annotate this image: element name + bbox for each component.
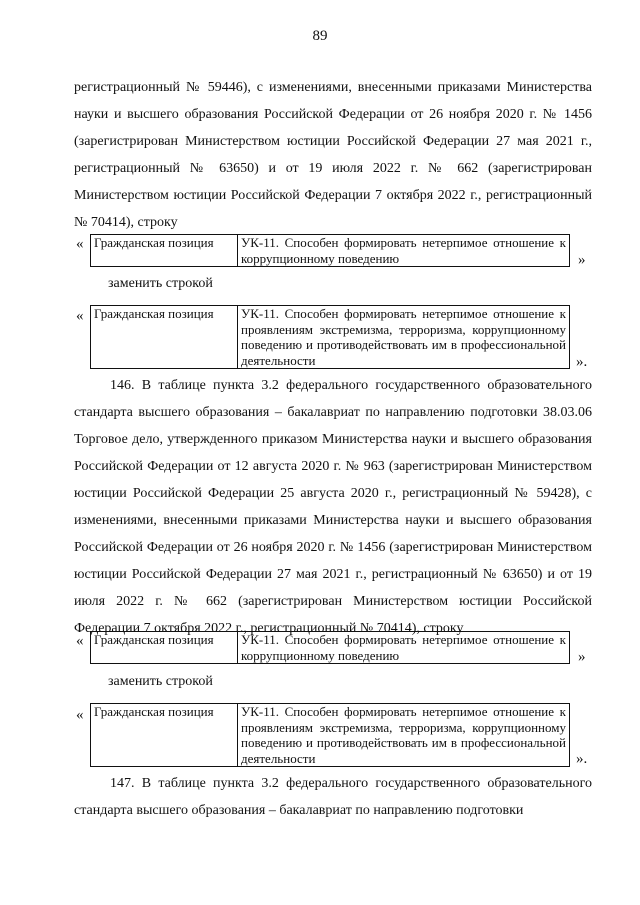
competence-cell: УК-11. Способен формировать нетерпимое отношение к коррупционному поведению — [238, 235, 570, 267]
replace-with-text: заменить строкой — [108, 276, 213, 291]
category-cell: Гражданская позиция — [91, 306, 238, 369]
category-cell: Гражданская позиция — [91, 704, 238, 767]
competence-cell: УК-11. Способен формировать нетерпимое отношение к коррупционному поведению — [238, 632, 570, 664]
quote-close-period: ». — [576, 751, 588, 767]
new-row-table-2 — [90, 703, 570, 767]
table-row — [91, 632, 570, 664]
replace-with-text: заменить строкой — [108, 674, 213, 689]
quote-open: « — [76, 308, 84, 324]
table-row — [91, 704, 570, 767]
table-row — [91, 235, 570, 267]
category-cell: Гражданская позиция — [91, 632, 238, 664]
old-row-table-2 — [90, 631, 570, 664]
quote-open: « — [76, 707, 84, 723]
paragraph-2: 146. В таблице пункта 3.2 федерального государственного образовательного стандарта высшего образования – бакалавриат по направлению подготовки 38.03.06 Торговое дело, утвержденного приказом Министерства науки и высшего образования Российской Федерации от 12 августа 2020 г. № 963 (зарегистрирован Министерством юстиции Российской Федерации 25 августа 2020 г., регистрационный № 59428), с изменениями, внесенными приказами Министерства науки и высшего образования Российской Федерации от 26 ноября 2020 г. № 1456 (зарегистрирован Министерством юстиции Российской Федерации 27 мая 2021 г., регистрационный № 63650) и от 19 июля 2022 г. № 662 (зарегистрирован Министерством юстиции Российской Федерации 7 октября 2022 г., регистрационный № 70414), строку — [74, 378, 592, 636]
quote-close: » — [578, 649, 586, 665]
quote-close-period: ». — [576, 354, 588, 370]
quote-open: « — [76, 236, 84, 252]
paragraph-3: 147. В таблице пункта 3.2 федерального государственного образовательного стандарта высшего образования – бакалавриат по направлению подготовки — [74, 776, 592, 818]
page-number: 89 — [312, 28, 328, 44]
competence-cell: УК-11. Способен формировать нетерпимое отношение к проявлениям экстремизма, терроризма, коррупционному поведению и противодействовать им в профессиональной деятельности — [238, 704, 570, 767]
old-row-table-1 — [90, 234, 570, 267]
new-row-table-1 — [90, 305, 570, 369]
paragraph-1: регистрационный № 59446), с изменениями, внесенными приказами Министерства науки и высшего образования Российской Федерации от 26 ноября 2020 г. № 1456 (зарегистрирован Министерством юстиции Российской Федерации 27 мая 2021 г., регистрационный № 63650) и от 19 июля 2022 г. № 662 (зарегистрирован Министерством юстиции Российской Федерации 7 октября 2022 г., регистрационный № 70414), строку — [74, 80, 592, 230]
quote-open: « — [76, 633, 84, 649]
category-cell: Гражданская позиция — [91, 235, 238, 267]
quote-close: » — [578, 252, 586, 268]
competence-cell: УК-11. Способен формировать нетерпимое отношение к проявлениям экстремизма, терроризма, коррупционному поведению и противодействовать им в профессиональной деятельности — [238, 306, 570, 369]
table-row — [91, 306, 570, 369]
